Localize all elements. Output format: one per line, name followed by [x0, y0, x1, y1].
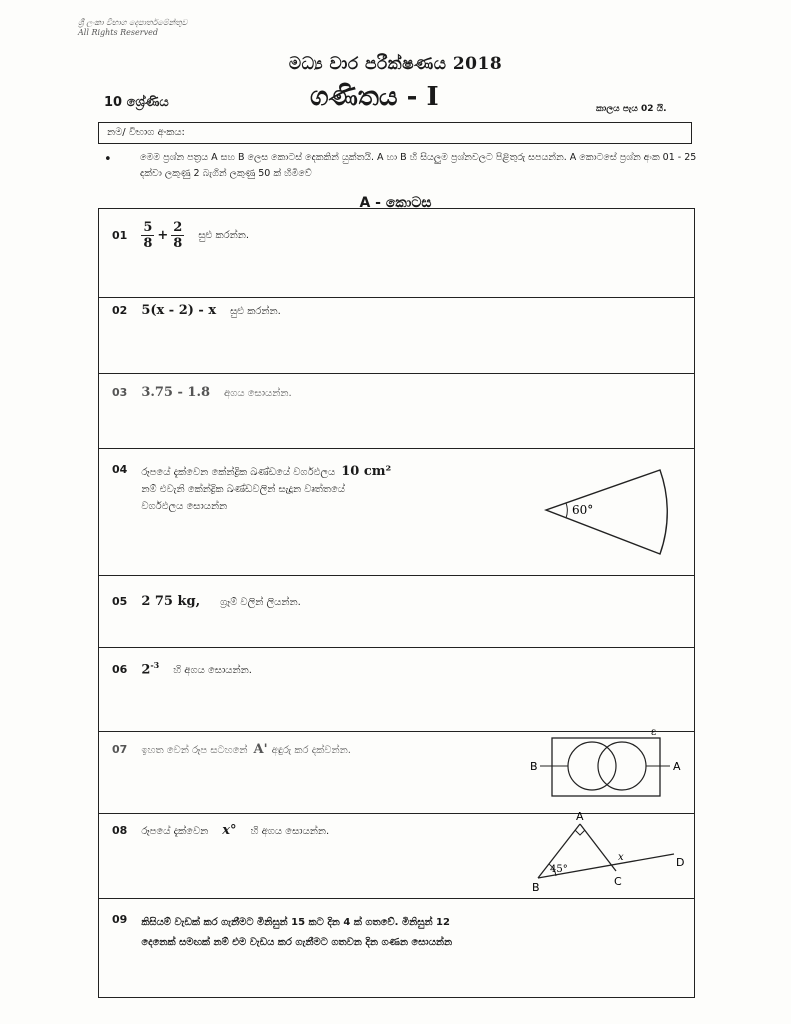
set-a-circle	[598, 742, 646, 790]
label-a: A	[576, 810, 584, 823]
question-text: අඳුරු කර දක්වන්න.	[271, 745, 351, 756]
label-c: C	[614, 875, 622, 888]
fraction-numerator: 5	[143, 220, 153, 235]
label-a: A	[673, 760, 681, 773]
power-base: 2	[141, 662, 151, 678]
question-02	[112, 303, 281, 318]
set-complement: A'	[253, 742, 268, 757]
power-exponent: -3	[150, 660, 160, 670]
question-07	[112, 742, 351, 757]
instructions-text: මෙම ප්‍රශ්න පත්‍රය A සහ B ලෙස කොටස් දෙකකින් යුක්තයි. A හා B හි සියලුම ප්‍රශ්නවලට පිළිතුරු සපයන්න. A කොටසේ ප්‍රශ්න අංක 01 - 25 දක්වා ලකුණු 2 බැගින් ලකුණු 50 ක් හිමිවේ	[140, 152, 697, 179]
sector-shape	[546, 470, 667, 554]
question-text: කිසියම් වැඩක් කර ගැනීමට මිනිසුන් 15 කට දින 4 ක් ගතවේ. මිනිසුන් 12	[141, 917, 450, 928]
question-text: රූපයේ දැක්වෙන කේන්ද්‍රික ඛණ්ඩයේ වර්ගඵලය	[141, 467, 336, 478]
fraction-sum	[141, 220, 184, 251]
question-divider	[98, 448, 695, 449]
question-text: අගය සොයන්න.	[224, 388, 292, 399]
question-number: 07	[112, 743, 128, 756]
question-text: ඉහත වෙන් රූප සටහනේ	[141, 745, 248, 756]
line-ac	[580, 824, 616, 871]
label-d: D	[676, 856, 685, 869]
instruction-bullet: •	[104, 152, 112, 167]
fraction-denominator: 8	[173, 236, 183, 251]
angle-label: 45°	[550, 864, 568, 875]
question-09	[112, 913, 696, 953]
question-03	[112, 385, 292, 400]
venn-diagram	[530, 726, 690, 804]
plus-sign: +	[157, 228, 169, 243]
question-divider	[98, 898, 695, 899]
question-text: දෙනෙක් සමඟක් නම් එම වැඩය කර ගැනීමට ගතවන දින ගණන සොයන්න	[141, 937, 453, 948]
question-text: වර්ගඵලය සොයන්න	[141, 501, 228, 512]
name-index-box[interactable]	[98, 122, 692, 144]
set-b-circle	[568, 742, 616, 790]
question-number: 08	[112, 824, 128, 837]
question-number: 05	[112, 595, 128, 608]
label-b: B	[532, 881, 540, 894]
power-expression	[141, 660, 159, 677]
question-number: 03	[112, 386, 128, 399]
question-number: 02	[112, 304, 128, 317]
variable-x: x°	[222, 823, 237, 838]
math-expression: 2 75 kg,	[141, 594, 201, 609]
question-divider	[98, 647, 695, 648]
question-text: හි අගය සොයන්න.	[173, 665, 252, 677]
name-index-label: නම/ විභාග අංකය:	[107, 127, 185, 138]
copyright-line-2: All Rights Reserved	[78, 28, 158, 37]
angle-arc	[566, 503, 567, 518]
question-05	[112, 594, 301, 609]
question-number: 01	[112, 229, 128, 242]
question-06	[112, 660, 252, 677]
question-divider	[98, 297, 695, 298]
label-b: B	[530, 760, 538, 773]
question-08	[112, 823, 329, 838]
question-number: 04	[112, 463, 128, 476]
question-number: 06	[112, 663, 128, 677]
copyright-notice	[78, 18, 187, 38]
grade-label: 10 ශ්‍රේණිය	[104, 95, 169, 110]
fraction-numerator: 2	[173, 220, 183, 235]
area-value: 10 cm²	[341, 464, 392, 479]
question-text: සුළු කරන්න.	[198, 230, 250, 241]
label-universal: ε	[651, 727, 657, 738]
question-divider	[98, 575, 695, 576]
question-divider	[98, 208, 695, 209]
angle-label: 60°	[572, 503, 594, 517]
subject-title: ගණිතය - I	[310, 82, 439, 112]
fraction-1	[141, 220, 154, 251]
question-number: 09	[112, 913, 128, 926]
sector-diagram	[540, 462, 680, 562]
question-text: නම් එවැනි කේන්ද්‍රික ඛණ්ඩවලින් සැදූන වෘත්තයේ	[141, 484, 345, 495]
question-01	[112, 220, 249, 251]
math-expression: 5(x - 2) - x	[141, 303, 217, 318]
math-expression: 3.75 - 1.8	[141, 385, 211, 400]
question-text: රූපයේ දැක්වෙන	[141, 826, 209, 837]
section-a-title: A - කොටස	[359, 195, 432, 211]
fraction-2	[171, 220, 184, 251]
fraction-denominator: 8	[143, 236, 153, 251]
right-angle-mark	[575, 830, 585, 835]
time-allowed: කාලය පැය 02 යි.	[596, 104, 667, 114]
copyright-line-1: ශ්‍රී ලංකා විභාග දෙපාර්තමේන්තුව	[78, 18, 188, 27]
triangle-diagram	[520, 808, 690, 894]
label-x: x	[618, 852, 624, 863]
question-text: සුළු කරන්න.	[230, 306, 281, 317]
question-text: ග්‍රෑම් වලින් ලියන්න.	[220, 597, 301, 608]
question-divider	[98, 373, 695, 374]
question-text: හි අගය සොයන්න.	[250, 826, 330, 837]
question-04	[112, 463, 536, 515]
exam-title: මධ්‍ය වාර පරීක්ෂණය 2018	[288, 54, 503, 74]
